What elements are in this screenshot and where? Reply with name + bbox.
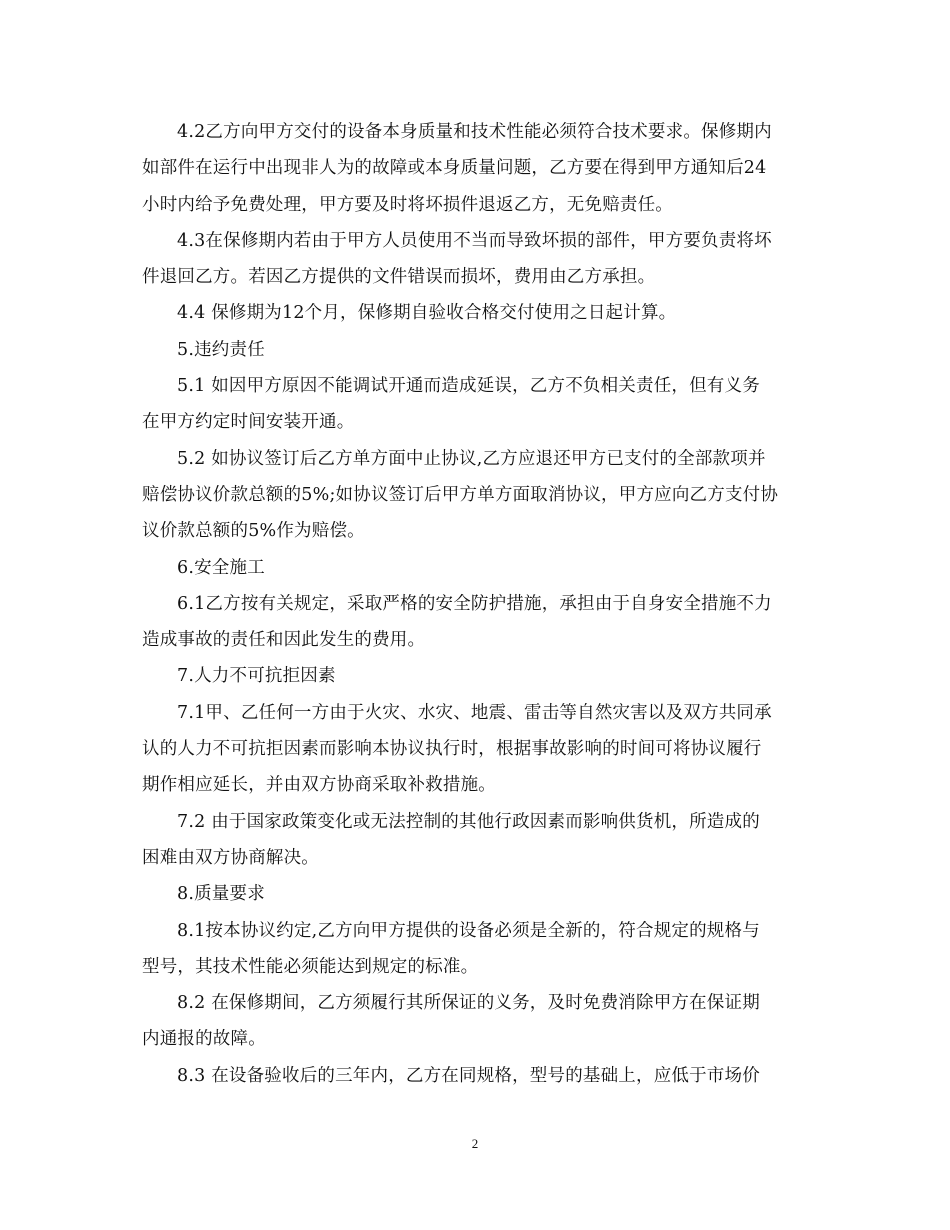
text-line: 6.1乙方按有关规定，采取严格的安全防护措施，承担由于自身安全措施不力 xyxy=(177,593,772,614)
text-line: 8.1按本协议约定,乙方向甲方提供的设备必须是全新的，符合规定的规格与 xyxy=(177,920,760,941)
text-line: 造成事故的责任和因此发生的费用。 xyxy=(142,630,426,651)
page-number: 2 xyxy=(471,1136,479,1151)
text-line: 小时内给予免费处理，甲方要及时将坏损件退返乙方，无免赔责任。 xyxy=(142,194,673,215)
text-line: 5.1 如因甲方原因不能调试开通而造成延误，乙方不负相关责任，但有义务 xyxy=(177,376,760,397)
text-line: 5.2 如协议签订后乙方单方面中止协议,乙方应退还甲方已支付的全部款项并 xyxy=(177,448,766,469)
text-line: 7.1甲、乙任何一方由于火灾、水灾、地震、雷击等自然灾害以及双方共同承 xyxy=(177,702,772,723)
text-line: 8.2 在保修期间，乙方须履行其所保证的义务，及时免费消除甲方在保证期 xyxy=(177,993,760,1014)
text-line: 困难由双方协商解决。 xyxy=(142,847,319,868)
text-line: 件退回乙方。若因乙方提供的文件错误而损坏，费用由乙方承担。 xyxy=(142,267,656,288)
text-line: 赔偿协议价款总额的5%;如协议签订后甲方单方面取消协议，甲方应向乙方支付协 xyxy=(142,484,779,505)
document-body xyxy=(142,114,822,1094)
text-line: 内通报的故障。 xyxy=(142,1029,266,1050)
text-line: 6.安全施工 xyxy=(177,557,265,578)
text-line: 7.2 由于国家政策变化或无法控制的其他行政因素而影响供货机，所造成的 xyxy=(177,811,760,832)
text-line: 期作相应延长，并由双方协商采取补救措施。 xyxy=(142,775,496,796)
text-line: 型号，其技术性能必须能达到规定的标准。 xyxy=(142,956,479,977)
text-line: 在甲方约定时间安装开通。 xyxy=(142,412,355,433)
text-line: 4.4 保修期为12个月，保修期自验收合格交付使用之日起计算。 xyxy=(177,303,677,324)
text-line: 议价款总额的5%作为赔偿。 xyxy=(142,521,365,542)
text-line: 4.2乙方向甲方交付的设备本身质量和技术性能必须符合技术要求。保修期内 xyxy=(177,122,772,142)
text-line: 7.人力不可抗拒因素 xyxy=(177,666,336,687)
text-line: 8.质量要求 xyxy=(177,884,265,905)
text-line: 4.3在保修期内若由于甲方人员使用不当而导致坏损的部件，甲方要负责将坏 xyxy=(177,230,772,251)
text-line: 8.3 在设备验收后的三年内，乙方在同规格，型号的基础上，应低于市场价 xyxy=(177,1065,760,1086)
text-line: 如部件在运行中出现非人为的故障或本身质量问题，乙方要在得到甲方通知后24 xyxy=(142,158,767,179)
text-line: 认的人力不可抗拒因素而影响本协议执行时，根据事故影响的时间可将协议履行 xyxy=(142,739,762,760)
text-line: 5.违约责任 xyxy=(177,339,265,360)
